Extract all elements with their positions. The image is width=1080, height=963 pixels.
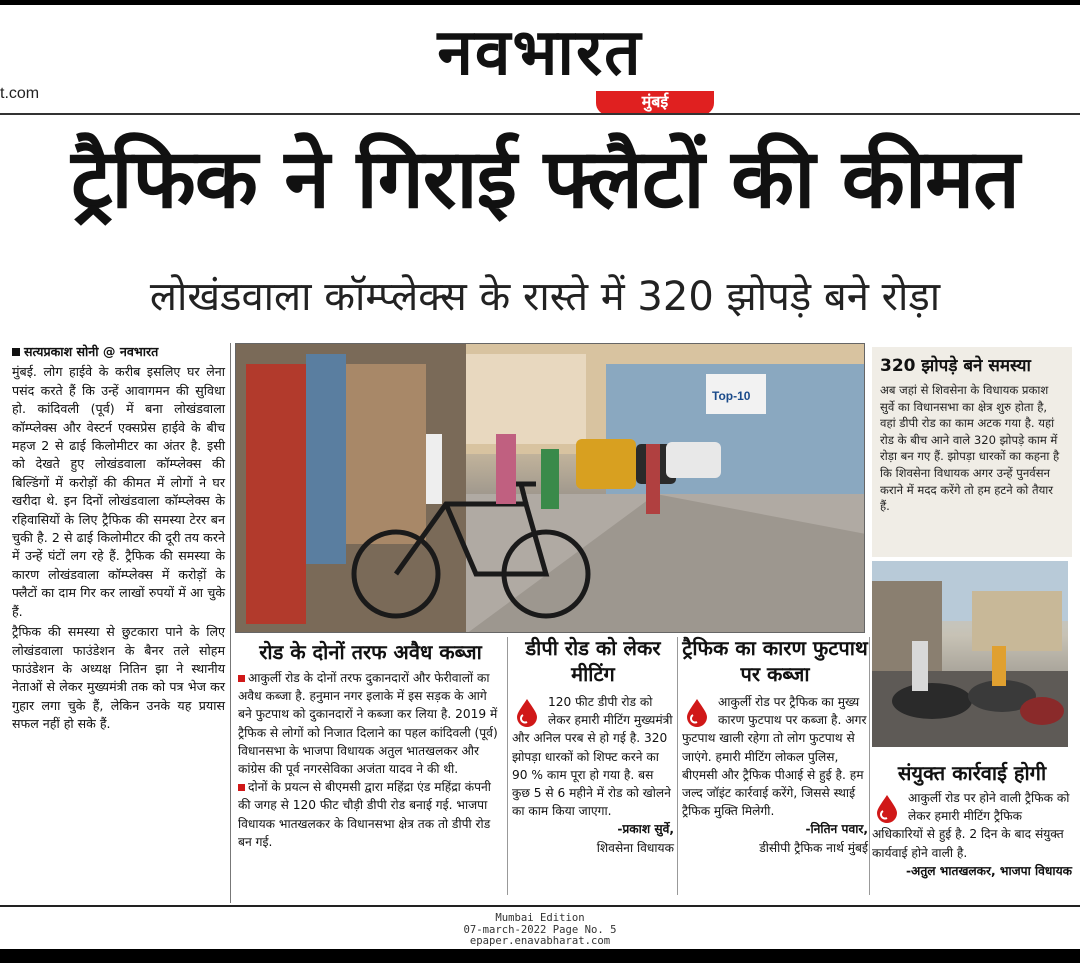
section1-para2-text: दोनों के प्रयत्न से बीएमसी द्वारा महिंद्रा एंड महिंद्रा कंपनी की जगह से 120 फीट चौड़ी डीपी रोड बनाई गई. भाजपा विधायक भातखलकर के विधानसभा क्षेत्र तक तो डीपी रोड बन गई. xyxy=(238,780,491,849)
top-black-bar xyxy=(0,0,1080,3)
main-street-photo xyxy=(235,343,865,633)
sidebar-title: 320 झोपड़े बने समस्या xyxy=(880,356,1031,376)
section1-para2 xyxy=(238,778,503,851)
section4-body xyxy=(872,789,1072,880)
section-footpath-encroachment xyxy=(682,635,868,897)
quote-drop-icon xyxy=(512,697,542,727)
section1-title: रोड के दोनों तरफ अवैध कब्जा xyxy=(259,640,482,664)
side-traffic-photo xyxy=(872,561,1068,747)
headline: ट्रैफिक ने गिराई फ्लैटों की कीमत xyxy=(71,132,1019,227)
edition-tag: मुंबई xyxy=(596,91,714,115)
section3-signature: -नितिन पवार, xyxy=(805,822,868,837)
sidebar-text: अब जहां से शिवसेना के विधायक प्रकाश सुर्वे का विधानसभा का क्षेत्र शुरु होता है, वहां डीपी रोड का काम अटक गया है. यहां रोड के बीच आने वाले 320 झोपड़े काम में रोड़ा बन गए हैं. झोपड़ा धारकों का कहना है कि शिवसेना विधायक अगर उन्हें पुनर्वसन कराने में मदद करेंगे तो हम हटने को तैयार हैं. xyxy=(880,383,1060,514)
shop-sign-text: Top-10 xyxy=(712,389,751,403)
page-bottom-rule xyxy=(0,905,1080,907)
footer-edition: Mumbai Edition xyxy=(495,912,585,924)
section-joint-action xyxy=(872,757,1072,897)
masthead-rule xyxy=(0,113,1080,115)
section3-text: आकुर्ली रोड पर ट्रैफिक का मुख्य कारण फुटपाथ पर कब्जा है. अगर फुटपाथ खाली रहेगा तो लोग फुटपाथ से जाएंगे. हमारी मीटिंग लोकल पुलिस, बीएमसी और ट्रैफिक पीआई से हुई है. हम जल्द जॉइंट कार्रवाई करेंगे, जिससे स्थाई ट्रैफिक मुक्ति मिलेगी. xyxy=(682,695,867,819)
section3-title: ट्रैफिक का कारण फुटपाथ पर कब्जा xyxy=(682,636,868,686)
street-scene-illustration xyxy=(236,344,865,633)
left-paragraph-1: मुंबई. लोग हाईवे के करीब इसलिए घर लेना पसंद करते हैं कि उन्हें आवागमन की सुविधा हो. कांदिवली (पूर्व) में बना लोखंडवाला कॉम्प्लेक्स और वेस्टर्न एक्सप्रेस हाईवे के बीच महज 2 से ढाई किलोमीटर का अंतर है. इसी को देखते हुए लोखंडवाला कॉम्प्लेक्स की बिल्डिंगों में करोड़ों की कीमत में लोगों ने घर खरीदा थे. इन दिनों लोखंडवाला कॉम्प्लेक्स के रहिवासियों के लिए ट्रैफिक की समस्या टेरर बन चुकी है. 2 से ढाई किलोमीटर की दूरी तय करने में उन्हें घंटों लग रहे हैं. ट्रैफिक की समस्या के कारण लोखंडवाला कॉम्प्लेक्स में करोड़ों के फ्लैटों का दाम गिर कर लाखों रुपयों में आ चुके हैं. xyxy=(12,364,225,619)
section3-body xyxy=(682,693,868,857)
quote-drop-icon xyxy=(872,793,902,823)
section3-designation: डीसीपी ट्रैफिक नार्थ मुंबई xyxy=(759,840,868,855)
section2-body xyxy=(512,693,674,857)
red-bullet-icon xyxy=(238,784,245,791)
traffic-scene-illustration xyxy=(872,561,1068,747)
footer-url: epaper.enavabharat.com xyxy=(469,935,611,947)
left-column-article xyxy=(12,343,225,903)
column-divider xyxy=(869,637,870,895)
section4-signature: -अतुल भातखलकर, भाजपा विधायक xyxy=(905,863,1072,878)
edition-footer xyxy=(0,913,1080,948)
masthead-logo: नवभारत xyxy=(437,16,643,90)
quote-drop-icon xyxy=(682,697,712,727)
footer-date-page: 07-march-2022 Page No. 5 xyxy=(463,923,617,936)
section-illegal-occupation xyxy=(238,635,503,897)
left-paragraph-2: ट्रैफिक की समस्या से छुटकारा पाने के लिए लोखंडवाला फाउंडेशन के बैनर तले सोहम फाउंडेशन के अध्यक्ष नितिन झा ने स्थानीय नेताओं से लेकर मुख्यमंत्री तक को पत्र भेज कर गुहार लगा चुके हैं, लेकिन उनके यह प्रयास सफल नहीं हो सके हैं. xyxy=(12,624,225,732)
section2-designation: शिवसेना विधायक xyxy=(596,840,674,855)
red-bullet-icon xyxy=(238,675,245,682)
column-divider xyxy=(677,637,678,895)
bullet-square-icon xyxy=(12,348,20,356)
newspaper-page xyxy=(0,5,1080,949)
section2-signature: -प्रकाश सुर्वे, xyxy=(617,822,674,837)
subheadline: लोखंडवाला कॉम्प्लेक्स के रास्ते में 320 झोपड़े बने रोड़ा xyxy=(149,274,941,320)
section2-title: डीपी रोड को लेकर मीटिंग xyxy=(525,636,661,686)
section4-title: संयुक्त कार्रवाई होगी xyxy=(897,761,1047,785)
byline-text: सत्यप्रकाश सोनी @ नवभारत xyxy=(24,344,159,359)
byline xyxy=(12,343,225,361)
sidebar-box xyxy=(872,347,1072,557)
section4-text: आकुर्ली रोड पर होने वाली ट्रैफिक को लेकर हमारी मीटिंग ट्रैफिक अधिकारियों से हुई है. 2 दिन के बाद संयुक्त कार्यवाई होने वाली है. xyxy=(872,791,1070,860)
column-divider xyxy=(507,637,508,895)
column-divider xyxy=(230,343,231,903)
url-fragment: t.com xyxy=(0,85,40,102)
section1-para1-text: आकुर्ली रोड के दोनों तरफ दुकानदारों और फेरीवालों का अवैध कब्जा है. हनुमान नगर इलाके में इस सड़क के आगे बने फुटपाथ को दुकानदारों ने कब्जा कर लिया है. 2019 में ट्रैफिक से लोगों को निजात दिलाने का पहल कांदिवली (पूर्व) विधानसभा के भाजपा विधायक अतुल भातखलकर और कांग्रेस की पूर्व नगरसेविका अजंता यादव ने की थी. xyxy=(238,671,498,777)
section2-text: 120 फीट डीपी रोड को लेकर हमारी मीटिंग मुख्यमंत्री और अनिल परब से हो गई है. 320 झोपड़ा धारकों को शिफ्ट करने का 90 % काम पूरा हो गया है. बस कुछ 5 से 6 महीने में रोड को खोलने का काम किया जाएगा. xyxy=(512,695,673,819)
section1-para1 xyxy=(238,669,503,778)
section-dp-road-meeting xyxy=(512,635,674,897)
